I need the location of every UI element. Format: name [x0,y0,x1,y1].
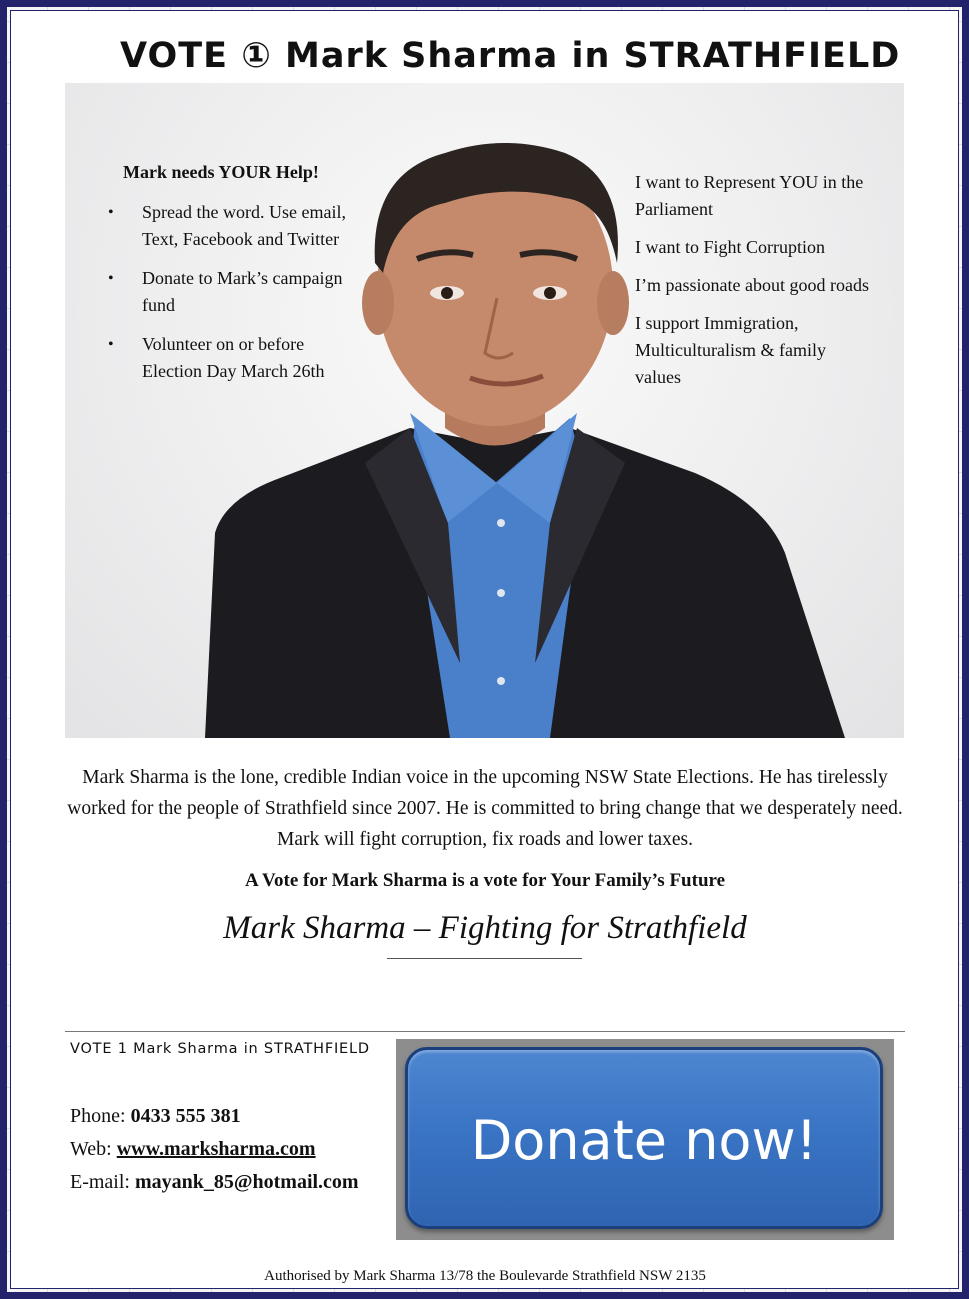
help-heading: Mark needs YOUR Help! [123,162,319,182]
tagline: A Vote for Mark Sharma is a vote for Your Family’s Future [244,870,726,891]
list-item: • Spread the word. Use email, Text, Facebook and Twitter [108,199,348,253]
phone-line [70,1100,359,1133]
contact-block [70,1100,359,1199]
help-list [108,199,348,397]
authorisation-note: Authorised by Mark Sharma 13/78 the Boulevarde Strathfield NSW 2135 [264,1268,706,1284]
bullet-icon: • [108,336,114,353]
goal-item: I want to Fight Corruption [635,237,825,257]
slogan-underline [387,958,582,959]
email-line [70,1166,359,1199]
phone-number[interactable]: 0433 555 381 [130,1105,241,1127]
bullet-icon: • [108,204,114,221]
list-item: • Volunteer on or before Election Day March 26th [108,331,348,385]
email-address[interactable]: mayank_85@hotmail.com [134,1171,359,1193]
footer-divider [65,1031,905,1032]
bullet-icon: • [108,270,114,287]
page-title: VOTE ① Mark Sharma in STRATHFIELD [120,36,901,76]
donate-button[interactable]: Donate now! [405,1047,883,1229]
goal-item: I support Immigration, Multiculturalism & family values [635,313,826,387]
web-label: Web: [70,1138,117,1160]
website-link[interactable]: www.marksharma.com [116,1138,316,1160]
goal-item: I want to Represent YOU in the Parliament [635,172,864,219]
donate-panel [396,1039,894,1240]
phone-label: Phone: [70,1105,131,1127]
web-line [70,1133,359,1166]
goal-item: I’m passionate about good roads [635,275,869,295]
bio-paragraph: Mark Sharma is the lone, credible Indian voice in the upcoming NSW State Elections. He has tirelessly worked for the people of Strathfield since 2007. He is committed to bring change that we desperately need. Mark will fight corruption, fix roads and lower taxes. [67,767,903,850]
goals-list [635,169,875,402]
list-item: • Donate to Mark’s campaign fund [108,265,348,319]
footer-title: VOTE 1 Mark Sharma in STRATHFIELD [70,1041,370,1057]
email-label: E-mail: [70,1171,135,1193]
slogan: Mark Sharma – Fighting for Strathfield [223,910,747,946]
